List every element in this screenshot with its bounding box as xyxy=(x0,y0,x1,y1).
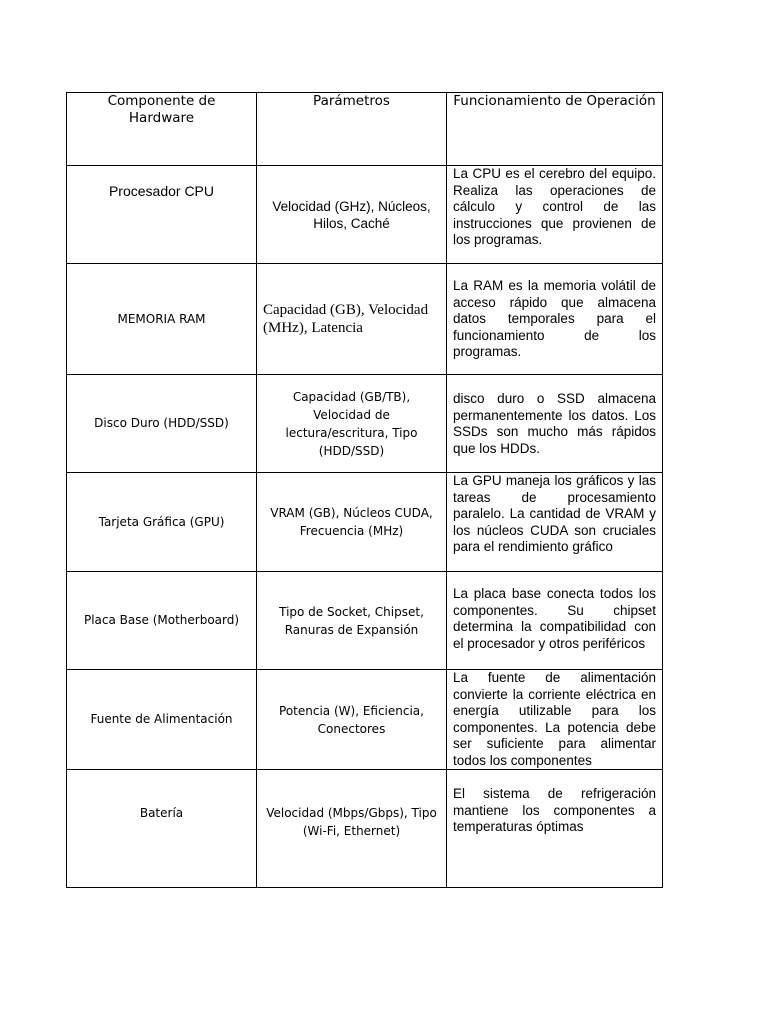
header-row xyxy=(67,93,663,166)
function-cell: disco duro o SSD almacena permanentemente los datos. Los SSDs son mucho más rápidos que los HDDs. xyxy=(447,375,663,473)
component-cell: Fuente de Alimentación xyxy=(67,670,257,770)
parameters-cell: Capacidad (GB), Velocidad (MHz), Latencia xyxy=(257,264,447,375)
function-cell: La CPU es el cerebro del equipo. Realiza las operaciones de cálculo y control de las instrucciones que provienen de los programas. xyxy=(447,166,663,264)
component-cell: Placa Base (Motherboard) xyxy=(67,572,257,670)
hardware-table xyxy=(66,92,663,888)
header-componente: Componente de Hardware xyxy=(67,93,257,166)
parameters-cell: Capacidad (GB/TB), Velocidad de lectura/escritura, Tipo (HDD/SSD) xyxy=(257,375,447,473)
table-row xyxy=(67,670,663,770)
function-cell: El sistema de refrigeración mantiene los componentes a temperaturas óptimas xyxy=(447,770,663,888)
header-funcionamiento: Funcionamiento de Operación xyxy=(447,93,663,166)
component-cell: Tarjeta Gráfica (GPU) xyxy=(67,473,257,572)
table-row xyxy=(67,473,663,572)
component-cell: Batería xyxy=(67,770,257,888)
function-cell: La placa base conecta todos los componentes. Su chipset determina la compatibilidad con el procesador y otros periféricos xyxy=(447,572,663,670)
component-cell: Procesador CPU xyxy=(67,166,257,264)
parameters-cell: Velocidad (Mbps/Gbps), Tipo (Wi-Fi, Ethernet) xyxy=(257,770,447,888)
component-cell: MEMORIA RAM xyxy=(67,264,257,375)
table-row xyxy=(67,166,663,264)
function-cell: La GPU maneja los gráficos y las tareas de procesamiento paralelo. La cantidad de VRAM y los núcleos CUDA son cruciales para el rendimiento gráfico xyxy=(447,473,663,572)
table-row xyxy=(67,375,663,473)
component-cell: Disco Duro (HDD/SSD) xyxy=(67,375,257,473)
parameters-cell: Tipo de Socket, Chipset, Ranuras de Expansión xyxy=(257,572,447,670)
parameters-cell: Velocidad (GHz), Núcleos, Hilos, Caché xyxy=(257,166,447,264)
table-row xyxy=(67,572,663,670)
parameters-cell: Potencia (W), Eficiencia, Conectores xyxy=(257,670,447,770)
header-parametros: Parámetros xyxy=(257,93,447,166)
table-row xyxy=(67,770,663,888)
parameters-cell: VRAM (GB), Núcleos CUDA, Frecuencia (MHz) xyxy=(257,473,447,572)
function-cell: La fuente de alimentación convierte la corriente eléctrica en energía utilizable para los componentes. La potencia debe ser suficiente para alimentar todos los componentes xyxy=(447,670,663,770)
function-cell: La RAM es la memoria volátil de acceso rápido que almacena datos temporales para el funcionamiento de los programas. xyxy=(447,264,663,375)
table-row xyxy=(67,264,663,375)
